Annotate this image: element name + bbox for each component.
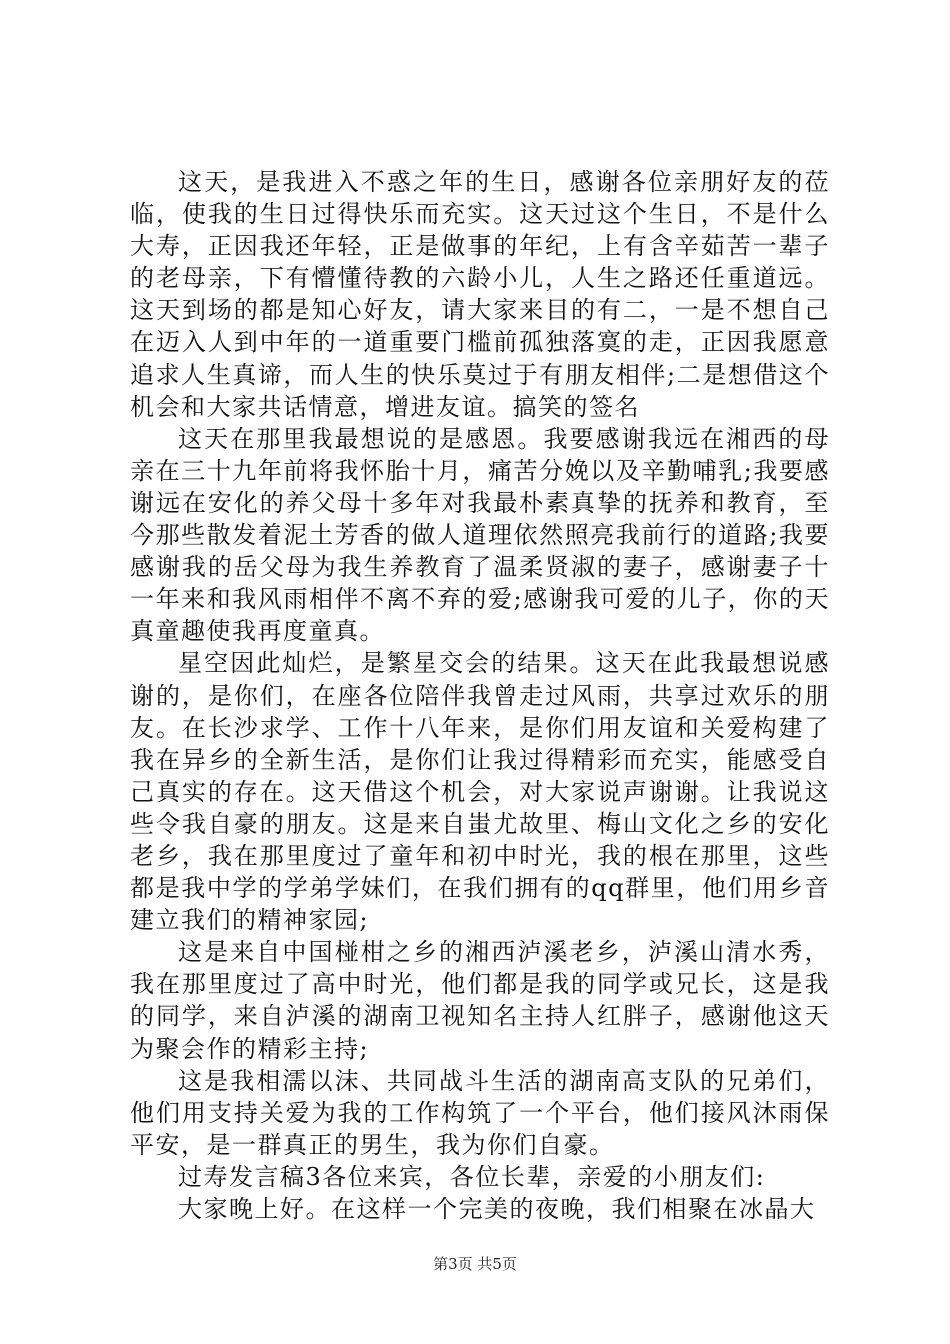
paragraph: 大家晚上好。在这样一个完美的夜晚，我们相聚在冰晶大 [178, 1195, 816, 1223]
paragraph: 过寿发言稿3各位来宾，各位长辈，亲爱的小朋友们: [178, 1162, 766, 1191]
paragraph: 这天在那里我最想说的是感恩。我要感谢我远在湘西的母亲在三十九年前将我怀胎十月，痛苦分娩以及辛勤哺乳;我要感谢远在安化的养父母十多年对我最朴素真挚的抚养和教育，至今那些散发着泥土芳香的做人道理依然照亮我前行的道路;我要感谢我的岳父母为我生养教育了温柔贤淑的妻子，感谢妻子十一年来和我风雨相伴不离不弃的爱;感谢我可爱的儿子，你的天真童趣使我再度童真。 [130, 424, 830, 646]
paragraph: 这是我相濡以沫、共同战斗生活的湖南高支队的兄弟们，他们用支持关爱为我的工作构筑了一个平台，他们接风沐雨保平安，是一群真正的男生，我为你们自豪。 [130, 1066, 830, 1159]
page-number-footer: 第3页 共5页 [433, 1255, 517, 1273]
paragraph: 这天，是我进入不惑之年的生日，感谢各位亲朋好友的莅临，使我的生日过得快乐而充实。这天过这个生日，不是什么大寿，正因我还年轻，正是做事的年纪，上有含辛茹苦一辈子的老母亲，下有懵懂待教的六龄小儿，人生之路还任重道远。这天到场的都是知心好友，请大家来目的有二，一是不想自己在迈入人到中年的一道重要门槛前孤独落寞的走，正因我愿意追求人生真谛，而人生的快乐莫过于有朋友相伴;二是想借这个机会和大家共话情意，增进友谊。搞笑的签名 [130, 168, 830, 421]
paragraph: 星空因此灿烂，是繁星交会的结果。这天在此我最想说感谢的，是你们，在座各位陪伴我曾走过风雨，共享过欢乐的朋友。在长沙求学、工作十八年来，是你们用友谊和关爱构建了我在异乡的全新生活，是你们让我过得精彩而充实，能感受自己真实的存在。这天借这个机会，对大家说声谢谢。让我说这些令我自豪的朋友。这是来自蚩尤故里、梅山文化之乡的安化老乡，我在那里度过了童年和初中时光，我的根在那里，这些都是我中学的学弟学妹们，在我们拥有的qq群里，他们用乡音建立我们的精神家园; [130, 649, 830, 935]
document-body [130, 166, 830, 1225]
paragraph: 这是来自中国椪柑之乡的湘西泸溪老乡，泸溪山清水秀，我在那里度过了高中时光，他们都是我的同学或兄长，这是我的同学，来自泸溪的湖南卫视知名主持人红胖子，感谢他这天为聚会作的精彩主持; [130, 938, 830, 1063]
